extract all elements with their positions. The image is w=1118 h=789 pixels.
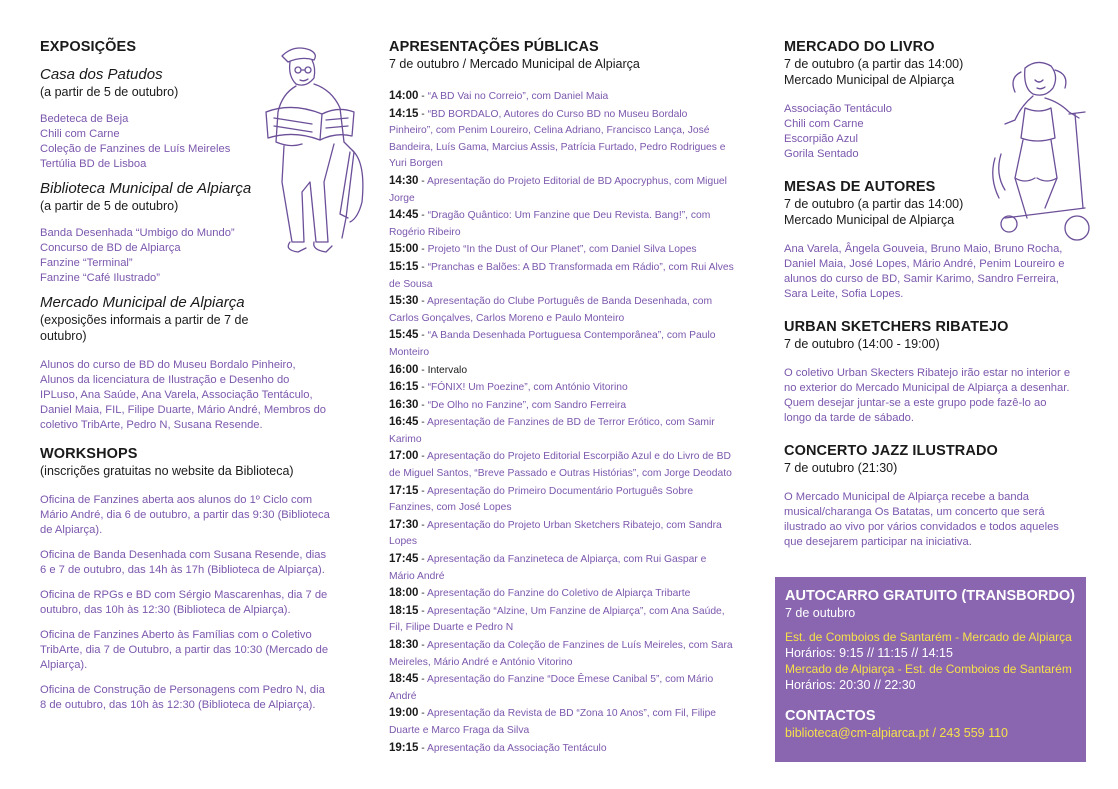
list-item: Tertúlia BD de Lisboa [40,158,147,170]
program-time: 17:15 [389,484,419,497]
program-separator: - [418,519,428,531]
mesas-place: Mercado Municipal de Alpiarça [784,213,955,227]
section-heading-apresentacoes: APRESENTAÇÕES PÚBLICAS [389,39,599,55]
program-separator: - [418,210,428,222]
section-heading-mercado-livro: MERCADO DO LIVRO [784,39,935,55]
mercado-exhibitors: Alunos do curso de BD do Museu Bordalo Pinheiro, Alunos da licenciatura de Ilustração e Desenho do IPLuso, Ana Saúde, Ana Varela, Associação Tentáculo, Daniel Maia, FIL, Filipe Duarte, Mário André, Membros do coletivo TribArte, Pedro N, Susana Resende. [40,359,327,431]
program-separator: - [418,451,428,463]
program-separator: - [418,364,428,376]
column-middle [389,38,734,757]
program-row [389,241,734,259]
workshop-item: Oficina de Fanzines Aberto às Famílias com o Coletivo TribArte, dia 7 de Outubro, a partir das 10:30 (Mercado de Alpiarça). [40,629,329,671]
program-description: “Dragão Quântico: Um Fanzine que Deu Revista. Bang!”, com Rogério Ribeiro [389,210,711,238]
program-description: Apresentação do Fanzine do Coletivo de Alpiarça Tribarte [427,588,691,600]
route-2-hours: Horários: 20:30 // 22:30 [785,678,916,692]
program-separator: - [418,588,428,600]
program-row [389,327,734,361]
apresentacoes-subtitle: 7 de outubro / Mercado Municipal de Alpiarça [389,57,640,71]
program-description: Apresentação do Projeto Urban Sketchers Ribatejo, com Sandra Lopes [389,519,722,548]
list-item: Coleção de Fanzines de Luís Meireles [40,143,231,155]
program-description: “A Banda Desenhada Portuguesa Contemporânea”, com Paulo Monteiro [389,330,716,358]
program-separator: - [418,399,428,411]
program-time: 17:00 [389,450,419,463]
program-time: 18:00 [389,587,419,600]
list-item: Fanzine “Terminal” [40,257,133,269]
program-row [389,88,734,106]
program-description: “BD BORDALO, Autores do Curso BD no Museu Bordalo Pinheiro”, com Penim Loureiro, Celina Adriano, Francisco Lança, José Bandeira, Luís Gama, Marcius Assis, Patrícia Furtado, Pedro Rodrigues e Yuri Borgen [389,108,726,170]
program-time: 14:15 [389,107,419,120]
mercado-livro-place: Mercado Municipal de Alpiarça [784,73,955,87]
venue-date-mercado: (exposições informais a partir de 7 de outubro) [40,313,249,343]
transport-contacts-box [775,577,1086,762]
program-description: Apresentação da Revista de BD “Zona 10 Anos”, com Fil, Filipe Duarte e Marco Fraga da Silva [389,708,717,736]
program-time: 18:45 [389,673,419,686]
list-item: Bedeteca de Beja [40,113,129,125]
program-row [389,448,734,482]
program-description: Apresentação da Fanzineteca de Alpiarça, com Rui Gaspar e Mário André [389,554,707,582]
program-separator: - [418,296,428,308]
program-time: 18:30 [389,639,419,651]
program-separator: - [418,108,428,120]
program-separator: - [418,261,428,273]
venue-title-biblioteca: Biblioteca Municipal de Alpiarça [40,180,252,197]
program-description: Projeto “In the Dust of Our Planet”, com Daniel Silva Lopes [427,244,697,256]
program-separator: - [418,91,428,102]
girl-scooter-illustration [985,58,1095,253]
program-time: 16:30 [389,398,419,411]
transport-date: 7 de outubro [785,606,856,620]
man-reading-illustration [262,42,382,262]
program-row [389,585,734,603]
program-row [389,551,734,585]
workshop-item: Oficina de RPGs e BD com Sérgio Mascarenhas, dia 7 de outubro, das 10h às 12:30 (Biblioteca de Alpiarça). [40,589,328,616]
program-separator: - [418,708,428,720]
list-item: Chili com Carne [40,128,120,140]
list-item: Banda Desenhada “Umbigo do Mundo” [40,227,235,239]
list-item: Gorila Sentado [784,148,859,160]
program-row [389,293,734,327]
venue-title-mercado: Mercado Municipal de Alpiarça [40,294,245,311]
program-description: “FÓNIX! Um Poezine”, com António Vitorino [427,382,628,394]
route-2: Mercado de Alpiarça - Est. de Comboios de Santarém [785,662,1072,676]
program-row [389,207,734,241]
program-time: 19:15 [389,741,419,754]
section-heading-mesas: MESAS DE AUTORES [784,179,936,195]
program-row [389,397,734,415]
program-description: Intervalo [427,364,468,376]
program-description: Apresentação do Projeto Editorial Escorpião Azul e do Livro de BD de Miguel Santos, “Breve Passado e Outras Histórias”, com Jorge Deodato [389,451,732,480]
program-time: 15:30 [389,295,419,308]
program-time: 15:45 [389,329,419,342]
venue-date-biblioteca: (a partir de 5 de outubro) [40,199,179,213]
program-time: 16:15 [389,381,419,394]
urban-text: O coletivo Urban Skecters Ribatejo irão estar no interior e no exterior do Mercado Municipal de Alpiarça a desenhar. Quem desejar juntar-se a este grupo pode fazê-lo ao longo da tarde de sábado. [784,367,1071,424]
mercado-livro-date: 7 de outubro (a partir das 14:00) [784,57,964,71]
route-1-hours: Horários: 9:15 // 11:15 // 14:15 [785,646,953,660]
program-description: Apresentação da Coleção de Fanzines de Luís Meireles, com Sara Meireles, Mário André e António Vitorino [389,640,733,668]
program-separator: - [418,554,428,566]
program-separator: - [418,244,428,256]
jazz-date: 7 de outubro (21:30) [784,461,898,475]
program-row [389,637,734,671]
jazz-text: O Mercado Municipal de Alpiarça recebe a banda musical/charanga Os Batatas, um concerto que será ilustrado ao vivo por vários convidados e todos aqueles que desejarem participar na iniciativa. [784,491,1059,548]
venue-title-casa-dos-patudos: Casa dos Patudos [40,66,163,83]
list-item: Escorpião Azul [784,133,859,145]
program-description: Apresentação “Alzine, Um Fanzine de Alpiarça”, com Ana Saúde, Fil, Filipe Duarte e Pedro N [389,605,725,634]
program-time: 17:45 [389,553,419,566]
list-item: Associação Tentáculo [784,103,893,115]
section-heading-workshops: WORKSHOPS [40,446,138,462]
section-heading-jazz: CONCERTO JAZZ ILUSTRADO [784,443,998,459]
route-1: Est. de Comboios de Santarém - Mercado de Alpiarça [785,630,1072,644]
list-item: Concurso de BD de Alpiarça [40,242,181,254]
contacts-heading: CONTACTOS [785,708,876,724]
program-description: Apresentação do Fanzine “Doce Êmese Canibal 5”, com Mário André [389,674,714,702]
program-row [389,517,734,551]
program-description: Apresentação do Clube Português de Banda Desenhada, com Carlos Gonçalves, Carlos Moreno e Paulo Monteiro [389,296,713,324]
program-time: 16:45 [389,416,419,429]
mesas-date: 7 de outubro (a partir das 14:00) [784,197,964,211]
program-separator: - [418,175,428,187]
list-item: Fanzine “Café Ilustrado” [40,272,161,284]
program-description: Apresentação do Primeiro Documentário Português Sobre Fanzines, com José Lopes [389,485,694,514]
program-row [389,379,734,397]
venue-date-casa: (a partir de 5 de outubro) [40,85,179,99]
program-description: “De Olho no Fanzine”, com Sandro Ferreira [427,399,627,411]
program-time: 16:00 [389,363,419,376]
program-row [389,362,734,380]
program-row [389,414,734,448]
workshop-item: Oficina de Fanzines aberta aos alunos do 1º Ciclo com Mário André, dia 6 de outubro, a partir das 9:30 (Biblioteca de Alpiarça). [40,494,330,536]
program-time: 14:30 [389,174,419,187]
mesas-authors: Ana Varela, Ângela Gouveia, Bruno Maio, Bruno Rocha, Daniel Maia, José Lopes, Mário André, Penim Loureiro e alunos do curso de BD, Samir Karimo, Sandro Ferreira, Sara Leite, Sofia Lopes. [784,243,1065,300]
program-separator: - [418,330,428,342]
program-row [389,705,734,739]
workshops-subtitle: (inscrições gratuitas no website da Biblioteca) [40,464,294,478]
program-row [389,483,734,517]
program-separator: - [418,742,428,754]
program-row [389,740,734,758]
program-description: Apresentação da Associação Tentáculo [427,742,607,754]
program-row [389,173,734,207]
program-description: Apresentação de Fanzines de BD de Terror Erótico, com Samir Karimo [389,417,715,445]
program-row [389,259,734,293]
program-separator: - [418,674,428,686]
program-separator: - [418,605,428,617]
program-time: 19:00 [389,707,419,720]
program-row [389,671,734,705]
program-time: 14:00 [389,90,419,102]
program-time: 14:45 [389,209,419,222]
program-description: “A BD Vai no Correio”, com Daniel Maia [427,91,609,102]
program-list [389,88,734,757]
section-heading-exposicoes: EXPOSIÇÕES [40,39,137,55]
program-time: 15:00 [389,243,419,256]
program-separator: - [418,485,428,497]
section-heading-urban: URBAN SKETCHERS RIBATEJO [784,319,1009,335]
program-separator: - [418,382,428,394]
program-separator: - [418,640,428,651]
workshop-item: Oficina de Construção de Personagens com Pedro N, dia 8 de outubro, das 10h às 12:30 (Biblioteca de Alpiarça). [40,684,325,711]
program-description: “Pranchas e Balões: A BD Transformada em Rádio”, com Rui Alves de Sousa [389,261,734,290]
program-separator: - [418,417,428,429]
program-row [389,603,734,637]
program-time: 17:30 [389,518,419,531]
program-time: 15:15 [389,260,419,273]
transport-heading: AUTOCARRO GRATUITO (TRANSBORDO) [785,588,1075,604]
program-time: 18:15 [389,604,419,617]
list-item: Chili com Carne [784,118,864,130]
urban-date: 7 de outubro (14:00 - 19:00) [784,337,940,351]
contacts-link[interactable]: biblioteca@cm-alpiarca.pt / 243 559 110 [785,726,1009,740]
workshop-item: Oficina de Banda Desenhada com Susana Resende, dias 6 e 7 de outubro, das 14h às 17h (Biblioteca de Alpiarça). [40,549,327,576]
program-row [389,106,734,173]
program-description: Apresentação do Projeto Editorial de BD Apocryphus, com Miguel Jorge [389,175,727,204]
